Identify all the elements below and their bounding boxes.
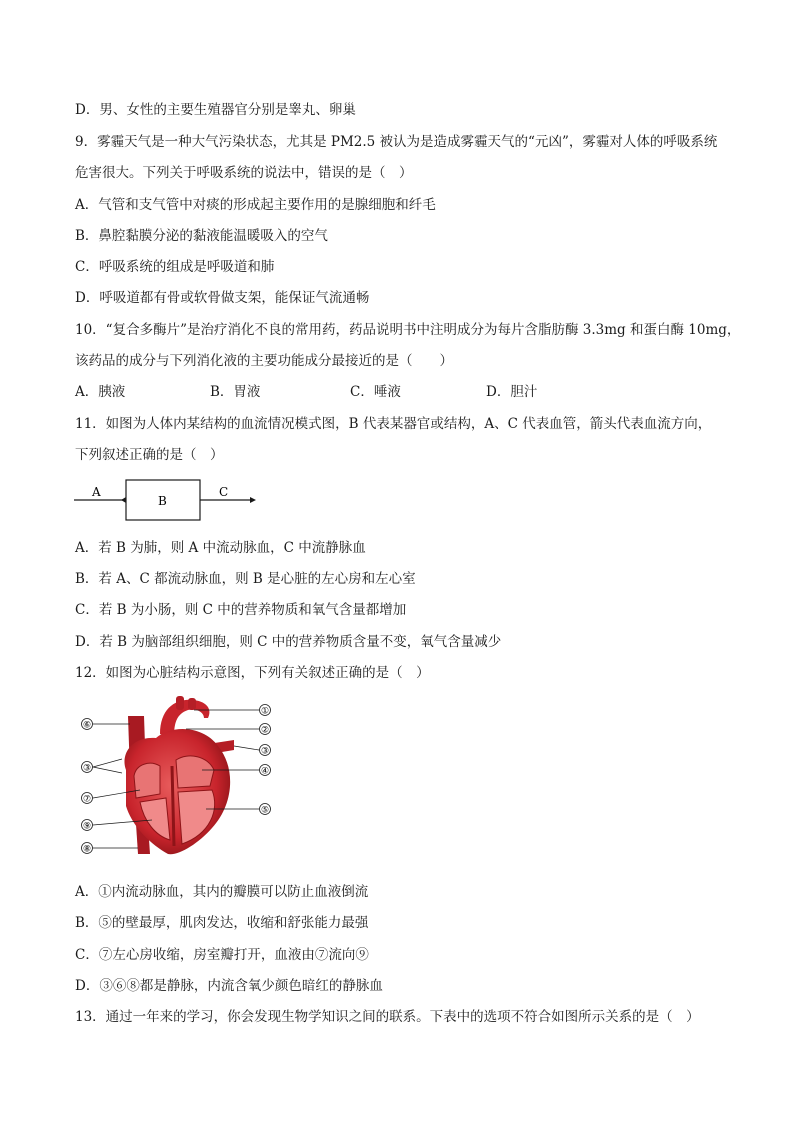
q12-option-b: B．⑤的壁最厚，肌肉发达，收缩和舒张能力最强	[75, 915, 369, 931]
septum	[172, 766, 174, 846]
q9-stem-line2: 危害很大。下列关于呼吸系统的说法中，错误的是（ ）	[75, 165, 413, 181]
q11-stem-line2: 下列叙述正确的是（ ）	[75, 447, 224, 463]
q9-option-a: A．气管和支气管中对痰的形成起主要作用的是腺细胞和纤毛	[75, 197, 436, 213]
heart-label-left: ⑧	[82, 844, 92, 855]
heart-label-right: ①	[260, 706, 270, 717]
heart-label-left: ⑥	[82, 720, 92, 731]
artery-branch	[176, 696, 184, 710]
right-atrium	[134, 763, 160, 798]
q11-option-d: D．若 B 为脑部组织细胞，则 C 中的营养物质含量不变，氧气含量减少	[75, 634, 502, 650]
heart-label-right: ⑤	[260, 805, 270, 816]
q9-option-c: C．呼吸系统的组成是呼吸道和肺	[75, 259, 275, 275]
q13-stem: 13．通过一年来的学习，你会发现生物学知识之间的联系。下表中的选项不符合如图所示关系的是（ ）	[75, 1009, 700, 1025]
q11-option-c: C．若 B 为小肠，则 C 中的营养物质和氧气含量都增加	[75, 602, 407, 618]
q10-options	[75, 383, 537, 401]
leader-line	[93, 767, 122, 773]
heart-label-right: ②	[260, 725, 270, 736]
heart-label-left: ⑦	[82, 794, 92, 805]
q10-option-c: C．唾液	[350, 384, 401, 400]
q10-option-a: A．胰液	[75, 384, 126, 400]
option-8d: D．男、女性的主要生殖器官分别是睾丸、卵巢	[75, 102, 356, 118]
heart-label-left: ③	[82, 763, 92, 774]
flow-in-label: A	[92, 485, 101, 499]
q9-option-d: D．呼吸道都有骨或软骨做支架，能保证气流通畅	[75, 290, 370, 306]
flow-out-arrowhead	[250, 497, 256, 503]
q12-option-c: C．⑦左心房收缩，房室瓣打开，血液由⑦流向⑨	[75, 947, 369, 963]
heart-diagram	[76, 694, 276, 858]
q12-option-d: D．③⑥⑧都是静脉，内流含氧少颜色暗红的静脉血	[75, 978, 383, 994]
flow-out-label: C	[219, 485, 229, 499]
q12-option-a: A．①内流动脉血，其内的瓣膜可以防止血液倒流	[75, 884, 369, 900]
flow-in-arrowhead	[121, 497, 126, 503]
blood-flow-diagram	[74, 478, 264, 524]
q11-option-b: B．若 A、C 都流动脉血，则 B 是心脏的左心房和左心室	[75, 571, 416, 587]
q10-option-b: B．胃液	[210, 384, 261, 400]
heart-label-right: ④	[260, 766, 270, 777]
leader-line	[93, 759, 122, 767]
leader-line	[234, 746, 259, 750]
q9-option-b: B．鼻腔黏膜分泌的黏液能温暖吸入的空气	[75, 228, 328, 244]
heart-label-left: ⑨	[82, 821, 92, 832]
heart-label-right: ③	[260, 746, 270, 757]
flow-box-label: B	[158, 494, 167, 508]
q10-stem-line1: 10．“复合多酶片”是治疗消化不良的常用药，药品说明书中注明成分为每片含脂肪酶 3.3mg 和蛋白酶 10mg，	[75, 322, 741, 338]
q11-option-a: A．若 B 为肺，则 A 中流动脉血，C 中流静脉血	[75, 540, 366, 556]
left-ventricle	[178, 790, 215, 844]
artery-branch	[188, 698, 196, 710]
q12-stem: 12．如图为心脏结构示意图，下列有关叙述正确的是（ ）	[75, 665, 430, 681]
q9-stem-line1: 9．雾霾天气是一种大气污染状态，尤其是 PM2.5 被认为是造成雾霾天气的“元凶”，雾霾对人体的呼吸系统	[75, 134, 718, 150]
q10-stem-line2: 该药品的成分与下列消化液的主要功能成分最接近的是（ ）	[75, 353, 453, 369]
q10-option-d: D．胆汁	[486, 384, 538, 400]
q11-stem-line1: 11．如图为人体内某结构的血流情况模式图，B 代表某器官或结构，A、C 代表血管，箭头代表血流方向，	[75, 416, 712, 432]
